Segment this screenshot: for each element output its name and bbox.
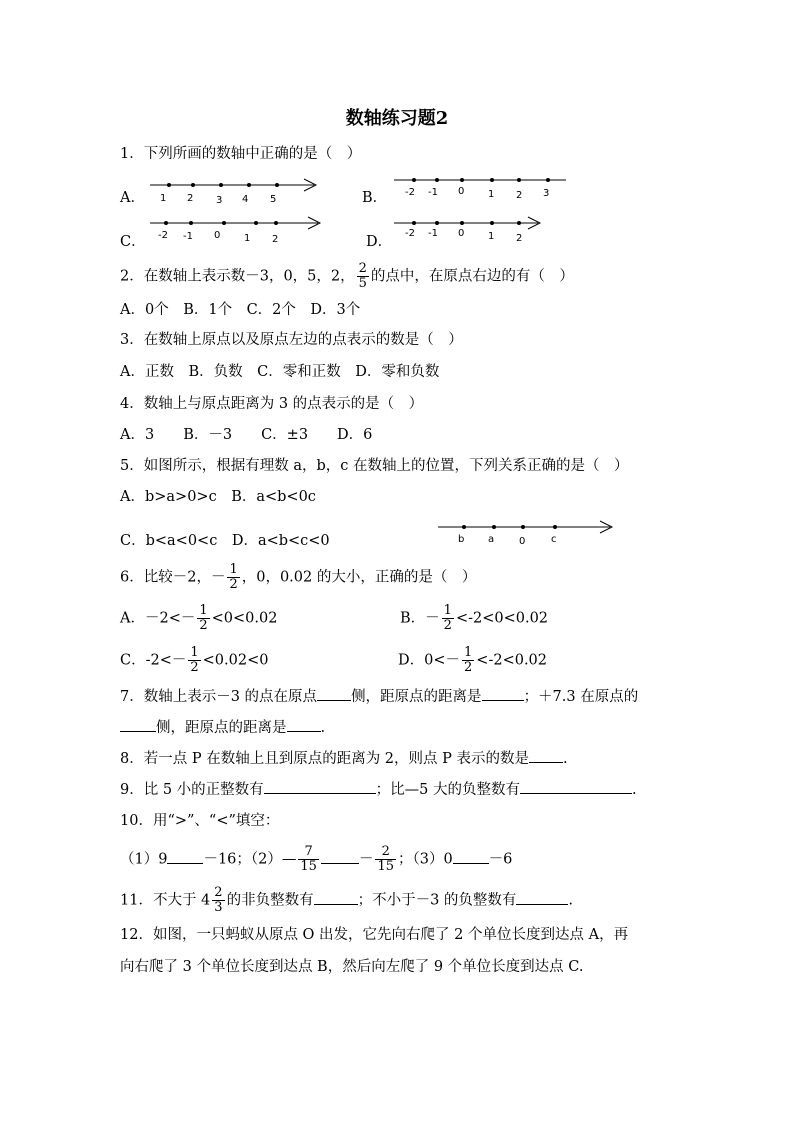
q11-text-a: 11．不大于 4 [120, 892, 211, 909]
q6-d-den: 2 [464, 660, 473, 675]
q1-axis-d-tick: 0 [458, 228, 465, 239]
q3-options: A．正数 B．负数 C．零和正数 D．零和负数 [120, 364, 440, 380]
q11-text-b: 的非负整数有 [226, 892, 314, 909]
q1-axis-d [392, 216, 572, 246]
q7-text-a: 7．数轴上表示－3 的点在原点 [120, 689, 318, 705]
q10-f2-num: 2 [375, 845, 396, 860]
q1-axis-a-tick: 1 [160, 193, 167, 204]
q5-options-cd: C．b<a<0<c D．a<b<c<0 [120, 533, 330, 549]
q6-b-pre: B．－ [400, 610, 440, 627]
q7-blank-distance-2[interactable] [287, 717, 321, 732]
q2-options: A．0个 B．1个 C．2个 D．3个 [120, 302, 361, 318]
q5-axis-label: 0 [519, 536, 526, 547]
q1-axis-d-tick: 1 [488, 231, 495, 242]
q1-stem: 1．下列所画的数轴中正确的是（ ） [120, 146, 362, 162]
q6-c-pre: C．-2<－ [120, 652, 187, 669]
q1-axis-c-tick: -2 [158, 230, 168, 241]
q9-line [120, 779, 637, 800]
q1-axis-c-tick: 1 [244, 233, 251, 244]
q7-text-b: 侧，距原点的距离是 [351, 689, 482, 705]
q6-a-num: 1 [199, 603, 208, 618]
q9-text-c: . [632, 782, 637, 798]
q10-stem: 10．用“>”、“<”填空： [120, 813, 280, 829]
q10-p2b: － [358, 851, 374, 868]
q6-a-post: <0<0.02 [211, 610, 278, 627]
q7-text-d: 侧，距原点的距离是 [156, 720, 287, 736]
q9-text-a: 9．比 5 小的正整数有 [120, 782, 264, 798]
q1-option-d-label: D． [366, 234, 393, 250]
q10-f2-den: 15 [377, 859, 394, 874]
q9-blank-positive[interactable] [264, 779, 376, 794]
q9-blank-negative[interactable] [520, 779, 632, 794]
q7-blank-side[interactable] [317, 686, 351, 701]
q8-blank[interactable] [529, 748, 563, 763]
page-title: 数轴练习题2 [345, 108, 449, 129]
q11-f-den: 3 [214, 900, 223, 915]
q6-option-b [400, 604, 548, 633]
q5-axis-label: c [551, 534, 557, 545]
q11-f-num: 2 [214, 885, 223, 900]
q3-stem: 3．在数轴上原点以及原点左边的点表示的数是（ ） [120, 332, 463, 348]
q1-axis-c-tick: -1 [183, 231, 193, 242]
q7-blank-distance[interactable] [482, 686, 524, 701]
q7-line-1 [120, 686, 638, 707]
q6-b-den: 2 [443, 618, 452, 633]
q12-line-2: 向右爬了 3 个单位长度到达点 B，然后向左爬了 9 个单位长度到达点 C. [120, 959, 584, 975]
q1-axis-b-tick: 1 [488, 189, 495, 200]
q11-text-d: . [568, 892, 574, 909]
q5-options-ab: A．b>a>0>c B．a<b<0c [120, 489, 316, 505]
q10-p1: （1）9 [120, 851, 168, 868]
q1-axis-b [392, 174, 572, 204]
q7-text-e: . [320, 720, 326, 736]
q1-axis-b-tick: -1 [428, 187, 438, 198]
q1-axis-b-tick: 3 [543, 188, 550, 199]
q6-d-post: <-2<0.02 [476, 652, 548, 669]
q1-axis-c-tick: 0 [214, 230, 221, 241]
q6-d-fraction [462, 646, 474, 675]
q1-axis-d-tick: -2 [405, 228, 415, 239]
q7-text-c: ；＋7.3 在原点的 [523, 689, 639, 705]
q2-frac-num: 2 [358, 261, 367, 276]
q8-text: 8．若一点 P 在数轴上且到原点的距离为 2，则点 P 表示的数是 [120, 751, 530, 767]
q1-axis-b-tick: 2 [516, 190, 523, 201]
q6-c-den: 2 [190, 660, 199, 675]
q1-axis-d-tick: -1 [428, 228, 438, 239]
q1-axis-a [148, 176, 320, 206]
q5-number-line [436, 518, 618, 548]
q6-a-fraction [197, 604, 209, 633]
q11-blank-1[interactable] [314, 890, 358, 905]
q1-axis-c-tick: 2 [272, 234, 279, 245]
q10-blank-1[interactable] [167, 849, 203, 864]
q10-p3: ；（3）0 [397, 851, 453, 868]
q6-option-a [120, 604, 277, 633]
q1-option-a-label: A． [120, 190, 145, 206]
q1-axis-a-tick: 2 [187, 193, 194, 204]
q7-blank-side-2[interactable] [120, 717, 156, 732]
q11-line [120, 886, 573, 915]
q1-axis-a-tick: 3 [216, 195, 223, 206]
q5-axis-label: b [458, 534, 465, 545]
q10-blank-3[interactable] [453, 849, 489, 864]
q2-stem [120, 262, 574, 291]
q6-stem [120, 563, 476, 592]
q5-axis-label: a [488, 534, 495, 545]
q4-options: A．3 B．－3 C．±3 D．6 [120, 427, 373, 443]
q1-option-c-label: C． [120, 234, 146, 250]
q2-frac-den: 5 [358, 276, 367, 291]
q6-stem-pre: 6．比较－2，－ [120, 569, 226, 586]
q5-stem: 5．如图所示，根据有理数 a，b，c 在数轴上的位置，下列关系正确的是（ ） [120, 458, 629, 474]
q8-line [120, 748, 568, 769]
q1-axis-c [148, 216, 328, 246]
q6-option-d [398, 646, 547, 675]
q6-a-den: 2 [199, 618, 208, 633]
q12-line-1: 12．如图，一只蚂蚁从原点 O 出发，它先向右爬了 2 个单位长度到达点 A，再 [120, 927, 629, 943]
q6-d-num: 1 [464, 645, 473, 660]
q10-f1-den: 15 [300, 859, 317, 874]
q1-axis-b-tick: -2 [405, 187, 415, 198]
q11-blank-2[interactable] [516, 890, 568, 905]
q10-fraction-2 [375, 845, 396, 874]
q8-end: . [563, 751, 568, 767]
q6-a-pre: A．－2<－ [120, 610, 196, 627]
q2-stem-pre: 2．在数轴上表示数－3，0，5，2， [120, 268, 355, 285]
q10-parts [120, 845, 512, 874]
q6-b-num: 1 [443, 603, 452, 618]
q11-fraction [212, 886, 224, 915]
q6-d-pre: D．0<－ [398, 652, 461, 669]
q10-p1b: －16；（2）— [203, 851, 297, 868]
q1-axis-d-tick: 2 [516, 233, 523, 244]
q6-stem-post: ，0，0.02 的大小，正确的是（ ） [241, 569, 477, 586]
q6-b-fraction [442, 604, 454, 633]
q6-c-fraction [188, 646, 200, 675]
q4-stem: 4．数轴上与原点距离为 3 的点表示的是（ ） [120, 396, 424, 412]
q11-text-c: ；不小于－3 的负整数有 [357, 892, 517, 909]
q6-frac-num: 1 [229, 562, 238, 577]
q1-axis-a-tick: 4 [242, 194, 249, 205]
q2-fraction [357, 262, 369, 291]
q10-fraction-1 [298, 845, 319, 874]
q6-fraction [227, 563, 239, 592]
q1-axis-b-tick: 0 [458, 186, 465, 197]
q6-c-post: <0.02<0 [202, 652, 269, 669]
q10-blank-2[interactable] [321, 849, 359, 864]
q1-option-b-label: B． [362, 190, 388, 206]
q1-axis-a-tick: 5 [270, 194, 277, 205]
q10-p3b: －6 [488, 851, 513, 868]
q6-frac-den: 2 [229, 577, 238, 592]
q7-line-2 [120, 717, 325, 738]
q6-option-c [120, 646, 268, 675]
q2-stem-post: 的点中，在原点右边的有（ ） [370, 268, 574, 285]
q10-f1-num: 7 [298, 845, 319, 860]
q9-text-b: ；比—5 大的负整数有 [375, 782, 521, 798]
q6-c-num: 1 [190, 645, 199, 660]
q6-b-post: <-2<0<0.02 [455, 610, 549, 627]
